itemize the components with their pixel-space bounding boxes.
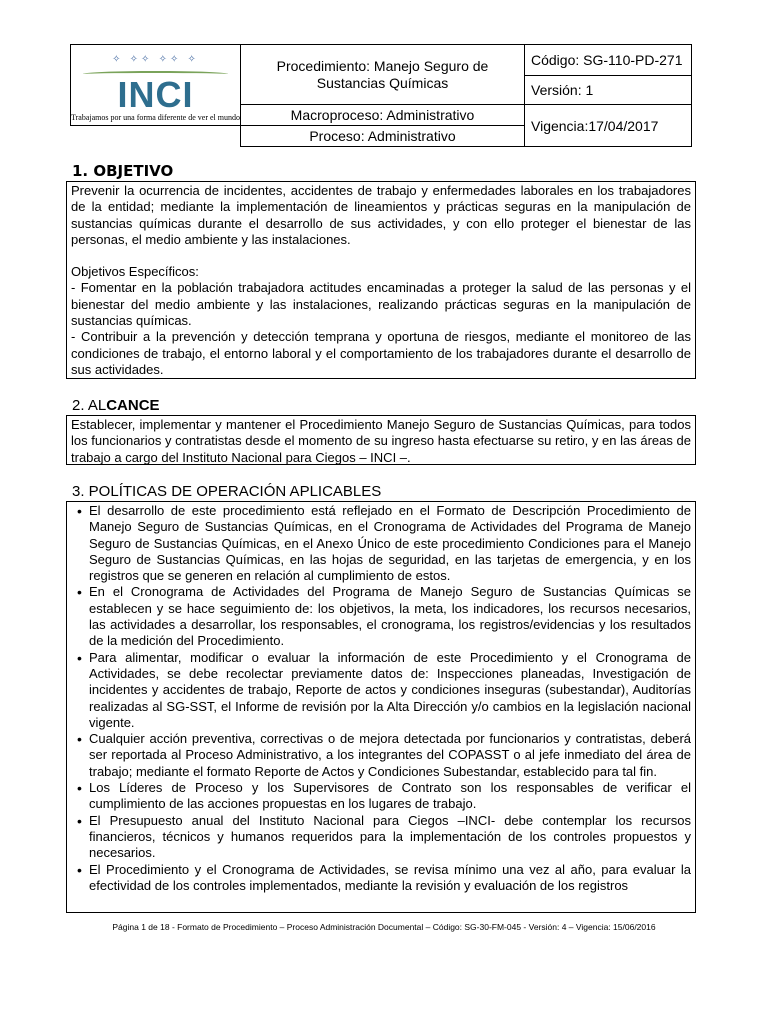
document-validity: Vigencia:17/04/2017 [525,105,692,147]
scope-box [66,415,696,465]
document-version: Versión: 1 [525,76,692,105]
scope-paragraph: Establecer, implementar y mantener el Procedimiento Manejo Seguro de Sustancias Químicas, para todos los funcionarios y contratistas desde el momento de su ingreso hasta efectuarse su retiro, y en las áreas de trabajo a cargo del Instituto Nacional para Ciegos – INCI –. [71,417,691,465]
specific-objectives-heading: Objetivos Específicos: [71,264,199,280]
logo-name: INCI [117,73,194,115]
policy-item: • El Procedimiento y el Cronograma de Actividades, se revisa mínimo una vez al año, para evaluar la efectividad de los controles implementados, mediante la revisión y evaluación de los registros [89,862,691,895]
policy-item: • El desarrollo de este procedimiento está reflejado en el Formato de Descripción Procedimiento de Manejo Seguro de Sustancias Químicas, en el Cronograma de Actividades del Programa de Manejo Seguro de Sustancias Químicas, en el Anexo Único de este procedimiento Condiciones para el Manejo Seguro de Sustancias Químicas, en las hojas de seguridad, en las tarjetas de emergencia, y en los registros que se generen en relación al cumplimiento de estos. [89,503,691,584]
objective-paragraph: Prevenir la ocurrencia de incidentes, accidentes de trabajo y enfermedades laborales en los trabajadores de la entidad; mediante la implementación de lineamientos y prácticas seguras en la manipulación de sustancias químicas durante el desarrollo de sus actividades, y con ello proteger el bienestar de las personas, el medio ambiente y las instalaciones. [71,183,691,247]
logo [71,45,241,126]
star-decoration-icon: ✧ ✧✧ ✧✧ ✧ [112,53,199,65]
policy-item: • Para alimentar, modificar o evaluar la información de este Procedimiento y el Cronograma de Actividades, se debe recolectar previamente datos de: Inspecciones planeadas, Investigación de incidentes y accidentes de trabajo, Reporte de actos y condiciones inseguras (subestandar), Auditorías realizadas al SG-SST, el Informe de revisión por la Alta Dirección y/o cambios en la legislación nacional vigente. [89,650,691,731]
policies-title: 3. POLÍTICAS DE OPERACIÓN APLICABLES [72,483,382,500]
scope-title [72,397,160,414]
policies-list [71,503,691,894]
document-header [70,44,692,147]
specific-objective-item: - Fomentar en la población trabajadora actitudes encaminadas a proteger la salud de las personas y el bienestar del medio ambiente y las instalaciones, realizando prácticas seguras en la manipulación de sustancias químicas. [71,280,691,329]
objective-box [66,181,696,379]
process: Proceso: Administrativo [240,126,524,147]
document-title: Procedimiento: Manejo Seguro de Sustancias Químicas [240,45,524,105]
objective-title: 1. OBJETIVO [72,162,174,180]
policies-box [66,501,696,913]
logo-tagline: Trabajamos por una forma diferente de ver el mundo [71,112,240,122]
policy-item: • El Presupuesto anual del Instituto Nacional para Ciegos –INCI- debe contemplar los recursos financieros, técnicos y humanos requeridos para la implementación de los controles propuestos y necesarios. [89,813,691,862]
macroprocess: Macroproceso: Administrativo [240,105,524,126]
scope-title-prefix: 2. AL [72,397,107,414]
scope-title-suffix: CANCE [106,397,160,414]
policy-item: • En el Cronograma de Actividades del Programa de Manejo Seguro de Sustancias Químicas se establecen y se hace seguimiento de: los objetivos, la meta, los indicadores, los recursos necesarios, las actividades a desarrollar, los responsables, el cronograma, los registros/evidencias y los resultados de la medición del Procedimiento. [89,584,691,649]
page-footer: Página 1 de 18 - Formato de Procedimiento – Proceso Administración Documental – Código: SG-30-FM-045 - Versión: 4 – Vigencia: 15/06/2016 [112,922,656,932]
specific-objective-item: - Contribuir a la prevención y detección temprana y oportuna de riesgos, mediante el monitoreo de las condiciones de trabajo, el entorno laboral y el comportamiento de los trabajadores durante el desarrollo de sus actividades. [71,329,691,377]
policy-item: • Los Líderes de Proceso y los Supervisores de Contrato son los responsables de verificar el cumplimiento de las acciones propuestas en los lugares de trabajo. [89,780,691,813]
document-code: Código: SG-110-PD-271 [525,45,692,76]
policy-item: • Cualquier acción preventiva, correctivas o de mejora detectada por funcionarios y contratistas, deberá ser reportada al Proceso Administrativo, a los integrantes del COPASST o al jefe inmediato del área de trabajo; mediante el formato Reporte de Actos y Condiciones Subestandar, establecido para tal fin. [89,731,691,780]
